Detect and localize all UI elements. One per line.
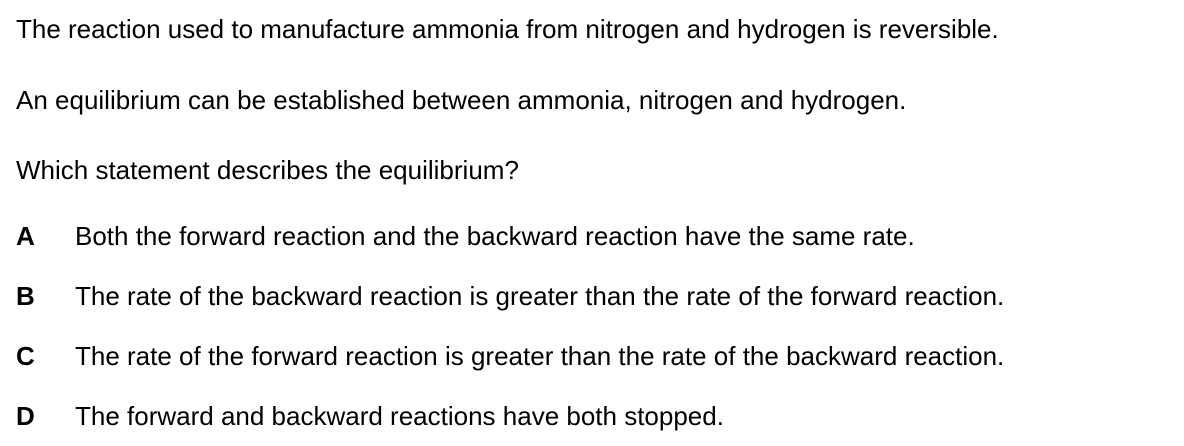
option-text: The rate of the forward reaction is greater than the rate of the backward reaction.	[75, 341, 1005, 371]
option-letter: B	[16, 281, 35, 311]
option-letter: A	[16, 221, 35, 251]
option-letter: D	[16, 401, 35, 431]
option-text: Both the forward reaction and the backward reaction have the same rate.	[75, 221, 915, 251]
question-prompt: Which statement describes the equilibrium?	[16, 155, 519, 185]
option-text: The rate of the backward reaction is greater than the rate of the forward reaction.	[75, 281, 1005, 311]
option-letter: C	[16, 341, 35, 371]
option-text: The forward and backward reactions have both stopped.	[75, 401, 724, 431]
question-stem-line: An equilibrium can be established between ammonia, nitrogen and hydrogen.	[16, 85, 907, 115]
question-stem-line: The reaction used to manufacture ammonia from nitrogen and hydrogen is reversible.	[16, 14, 999, 44]
